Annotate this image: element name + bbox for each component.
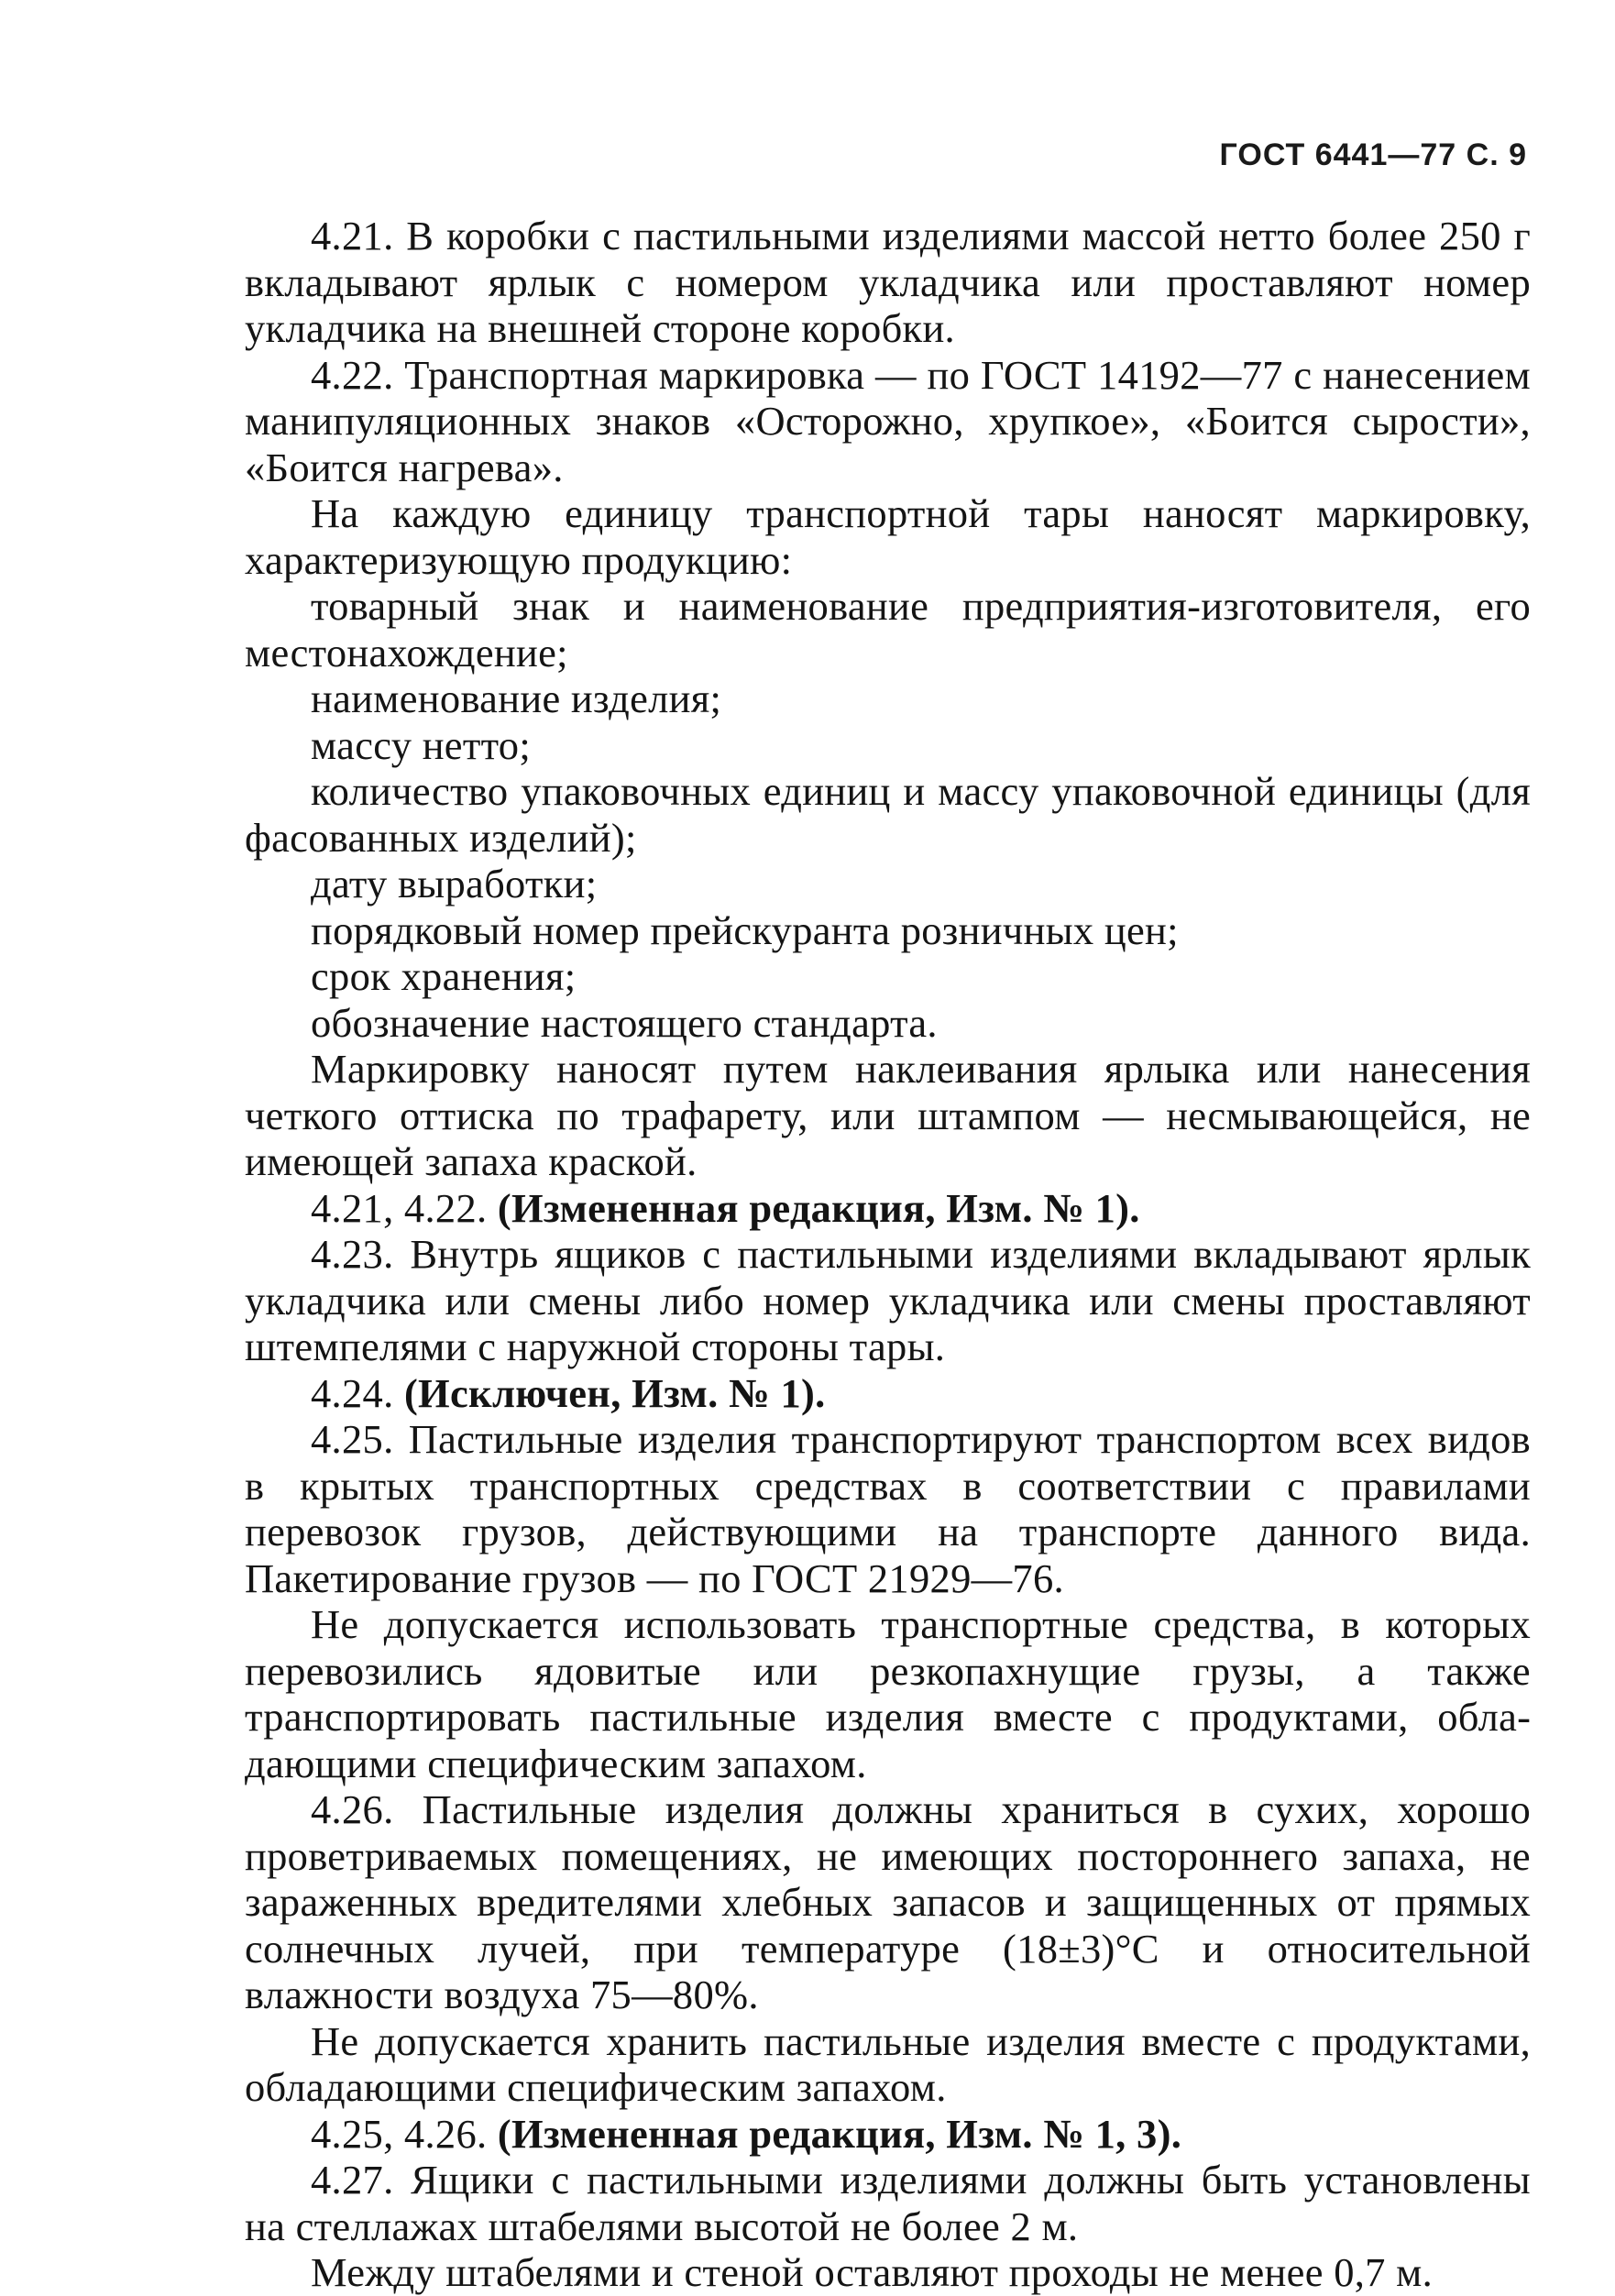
list-item-standard-designation: обозначение настоящего стандарта. — [311, 999, 938, 1046]
paragraph-4-22: 4.22. Транспортная маркировка — по ГОСТ 14192—77 с нанесением манипуляционных знаков «Осторожно, хрупкое», «Боится сырости», «Боится нагрева». — [245, 351, 1531, 490]
amendment-ref: 4.25, 4.26. — [311, 2110, 488, 2157]
paragraph-marking-method: Маркировку наносят путем наклеивания ярлыка или нанесения четкого оттиска по трафарету, или штампом — несмывающейся, не имеющей запаха краской. — [245, 1046, 1531, 1184]
list-item-production-date: дату выработки; — [311, 861, 598, 906]
paragraph-4-27: 4.27. Ящики с пастильными изделиями должны быть установлены на стеллажах штабелями высотой не более 2 м. — [245, 2157, 1531, 2249]
amendment-note-4-25-4-26 — [245, 2111, 1531, 2158]
running-header: ГОСТ 6441—77 С. 9 — [1219, 137, 1527, 172]
amendment-note: (Измененная редакция, Изм. № 1). — [497, 1184, 1140, 1231]
list-item-trademark: товарный знак и наименование предприятия-изготовителя, его местонахождение; — [245, 583, 1531, 676]
amendment-note: (Измененная редакция, Изм. № 1, 3). — [497, 2110, 1182, 2157]
list-item-product-name: наименование изделия; — [311, 676, 722, 721]
list-item-shelf-life: срок хранения; — [311, 953, 577, 999]
paragraph-storage-restriction: Не допускается хранить пастильные изделия вместе с продуктами, обладающими специфическим запахом. — [245, 2017, 1531, 2110]
amendment-note-4-24 — [245, 1370, 1531, 1417]
paragraph-4-23: 4.23. Внутрь ящиков с пастильными изделиями вкладывают ярлык укладчика или смены либо номер укладчика или смены проставляют штемпелями с наружной стороны тары. — [245, 1231, 1531, 1369]
amendment-ref: 4.21, 4.22. — [311, 1184, 488, 1231]
list-item-unit-count: количество упаковочных единиц и массу упаковочной единицы (для фасованных изделий); — [245, 768, 1531, 861]
paragraph-passage-width: Между штабелями и стеной оставляют проходы не менее 0,7 м. — [311, 2249, 1434, 2295]
paragraph-4-21: 4.21. В коробки с пастильными изделиями массой нетто более 250 г вкладывают ярлык с номером укладчика или проставляют номер укладчика на внешней стороне коробки. — [245, 213, 1531, 351]
body-text — [245, 213, 1531, 2296]
amendment-note-4-21-4-22 — [245, 1185, 1531, 1232]
amendment-note: (Исключен, Изм. № 1). — [403, 1369, 826, 1416]
amendment-ref: 4.24. — [311, 1369, 394, 1416]
paragraph-marking-intro: На каждую единицу транспортной тары наносят маркировку, характеризующую продукцию: — [245, 490, 1531, 583]
paragraph-4-26: 4.26. Пастильные изделия должны храниться в сухих, хорошо проветриваемых помещениях, не имеющих постороннего запаха, не зараженных вредителями хлебных запасов и защищенных от прямых солнечных лучей, при температуре (18±3)°С и относительной влажности воздуха 75—80%. — [245, 1786, 1531, 2017]
list-item-net-mass: массу нетто; — [311, 721, 531, 768]
paragraph-4-25: 4.25. Пастильные изделия транспортируют транспортом всех видов в крытых транспортных средствах в соответствии с правилами перевозок грузов, действующими на транспорте данного вида. Пакетирование грузов — по ГОСТ 21929—76. — [245, 1416, 1531, 1601]
list-item-price-list-number: порядковый номер прейскуранта розничных цен; — [311, 906, 1179, 953]
paragraph-transport-restriction: Не допускается использовать транспортные средства, в которых перевозились ядовитые или резкопахнущие грузы, а также транспортировать пастильные изделия вместе с продуктами, обладающими специфическим запахом. — [245, 1601, 1531, 1786]
